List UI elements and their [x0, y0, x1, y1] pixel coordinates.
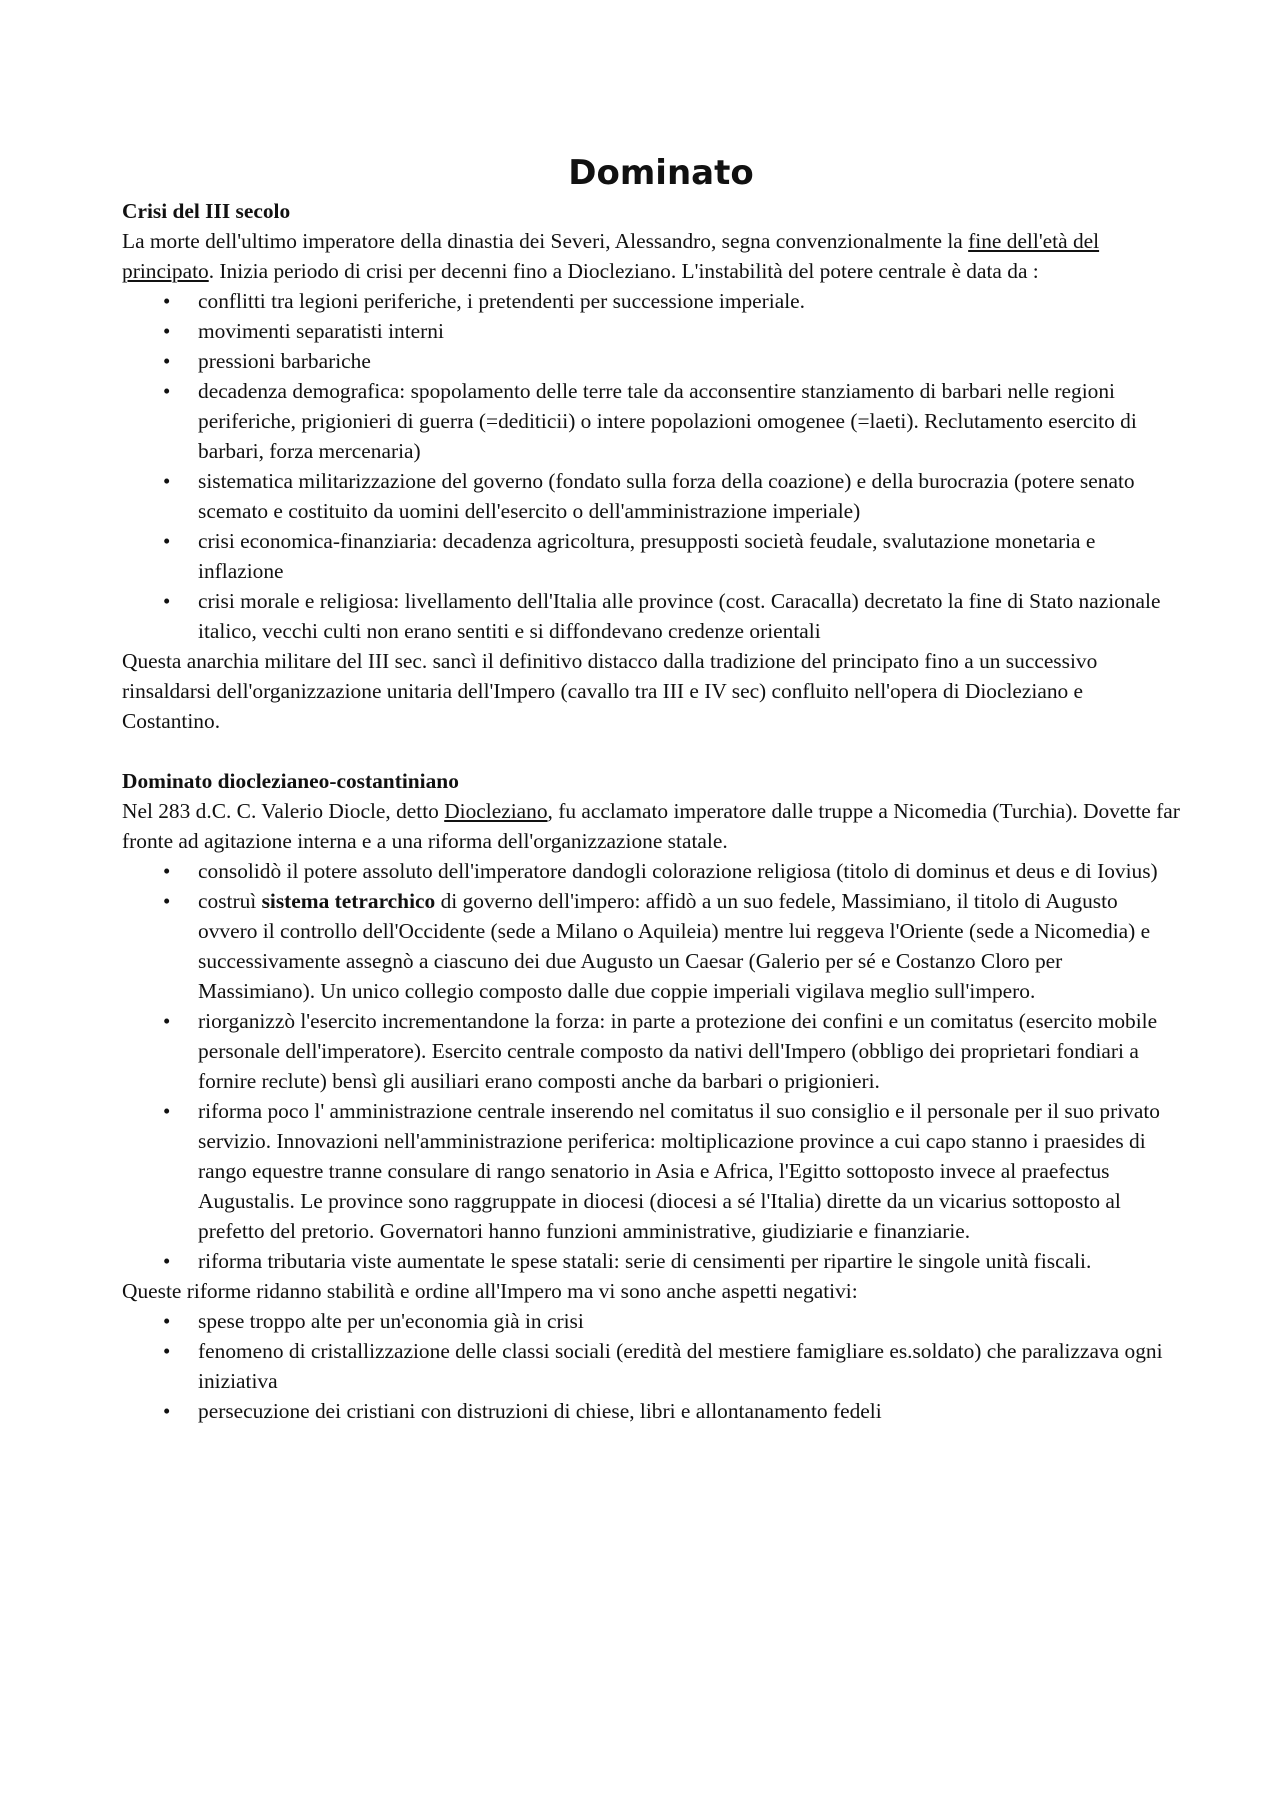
page-title: Dominato: [568, 153, 754, 193]
underlined-phrase: fine dell'età del principato: [122, 229, 1100, 283]
list-item: • riorganizzò l'esercito incrementandone la forza: in parte a protezione dei confini e un comitatus (esercito mobile personale dell'imperatore). Esercito centrale composto da nativi dell'Impero (obbligo dei proprietari fondiari a fornire reclute) bensì gli ausiliari erano composti anche da barbari o prigionieri.: [198, 1006, 1182, 1096]
intro-text: La morte dell'ultimo imperatore della dinastia dei Severi, Alessandro, segna convenzionalmente la: [122, 229, 969, 253]
section-outro-dominato: Queste riforme ridanno stabilità e ordine all'Impero ma vi sono anche aspetti negativi:: [122, 1279, 858, 1303]
list-item: • persecuzione dei cristiani con distruzioni di chiese, libri e allontanamento fedeli: [198, 1396, 1182, 1426]
list-item: • riforma tributaria viste aumentate le spese statali: serie di censimenti per ripartire le singole unità fiscali.: [198, 1246, 1182, 1276]
bullet-list-riforme: [122, 856, 1182, 1276]
list-item: • consolidò il potere assoluto dell'imperatore dandogli colorazione religiosa (titolo di dominus et deus e di Iovius): [198, 856, 1182, 886]
bold-term: sistema tetrarchico: [261, 889, 436, 913]
list-item: • pressioni barbariche: [198, 346, 1182, 376]
list-item: • decadenza demografica: spopolamento delle terre tale da acconsentire stanziamento di barbari nelle regioni periferiche, prigionieri di guerra (=dediticii) o intere popolazioni omogenee (=laeti). Reclutamento esercito di barbari, forza mercenaria): [198, 376, 1182, 466]
list-item: • conflitti tra legioni periferiche, i pretendenti per successione imperiale.: [198, 286, 1182, 316]
section-intro-crisi: [122, 226, 1182, 286]
section-heading-dominato: Dominato dioclezianeo-costantiniano: [122, 769, 459, 793]
section-heading-crisi: Crisi del III secolo: [122, 199, 291, 223]
section-outro-crisi: Questa anarchia militare del III sec. sancì il definitivo distacco dalla tradizione del principato fino a un successivo rinsaldarsi dell'organizzazione unitaria dell'Impero (cavallo tra III e IV sec) confluito nell'opera di Diocleziano e Costantino.: [122, 649, 1098, 733]
section-intro-dominato: [122, 796, 1182, 856]
list-item: • sistematica militarizzazione del governo (fondato sulla forza della coazione) e della burocrazia (potere senato scemato e costituito da uomini dell'esercito o dell'amministrazione imperiale): [198, 466, 1182, 526]
paragraph-gap: [122, 736, 1182, 766]
intro-text: , fu acclamato imperatore dalle truppe a Nicomedia (Turchia). Dovette far fronte ad agitazione interna e a una riforma dell'organizzazione statale.: [122, 799, 1180, 853]
intro-text: . Inizia periodo di crisi per decenni fino a Diocleziano. L'instabilità del potere centrale è data da :: [208, 259, 1039, 283]
list-item: • spese troppo alte per un'economia già in crisi: [198, 1306, 1182, 1336]
document-page: [122, 148, 1182, 1426]
list-item: [198, 886, 1182, 1006]
bullet-list-negativi: [122, 1306, 1182, 1426]
bullet-list-crisi: [122, 286, 1182, 646]
list-item: • crisi economica-finanziaria: decadenza agricoltura, presupposti società feudale, svalutazione monetaria e inflazione: [198, 526, 1182, 586]
intro-text: Nel 283 d.C. C. Valerio Diocle, detto: [122, 799, 445, 823]
list-item: • movimenti separatisti interni: [198, 316, 1182, 346]
list-item: • crisi morale e religiosa: livellamento dell'Italia alle province (cost. Caracalla) decretato la fine di Stato nazionale italico, vecchi culti non erano sentiti e si diffondevano credenze orientali: [198, 586, 1182, 646]
list-item: • fenomeno di cristallizzazione delle classi sociali (eredità del mestiere famigliare es.soldato) che paralizzava ogni iniziativa: [198, 1336, 1182, 1396]
item-text: costruì: [198, 889, 262, 913]
list-item: • riforma poco l' amministrazione centrale inserendo nel comitatus il suo consiglio e il personale per il suo privato servizio. Innovazioni nell'amministrazione periferica: moltiplicazione province a cui capo stanno i praesides di rango equestre tranne consulare di rango senatorio in Asia e Africa, l'Egitto sottoposto invece al praefectus Augustalis. Le province sono raggruppate in diocesi (diocesi a sé l'Italia) dirette da un vicarius sottoposto al prefetto del pretorio. Governatori hanno funzioni amministrative, giudiziarie e finanziarie.: [198, 1096, 1182, 1246]
underlined-phrase: Diocleziano: [444, 799, 548, 823]
item-text: di governo dell'impero: affidò a un suo fedele, Massimiano, il titolo di Augusto ovvero il controllo dell'Occidente (sede a Milano o Aquileia) mentre lui reggeva l'Oriente (sede a Nicomedia) e successivamente assegnò a ciascuno dei due Augusto un Caesar (Galerio per sé e Costanzo Cloro per Massimiano). Un unico collegio composto dalle due coppie imperiali vigilava meglio sull'impero.: [198, 889, 1151, 1003]
